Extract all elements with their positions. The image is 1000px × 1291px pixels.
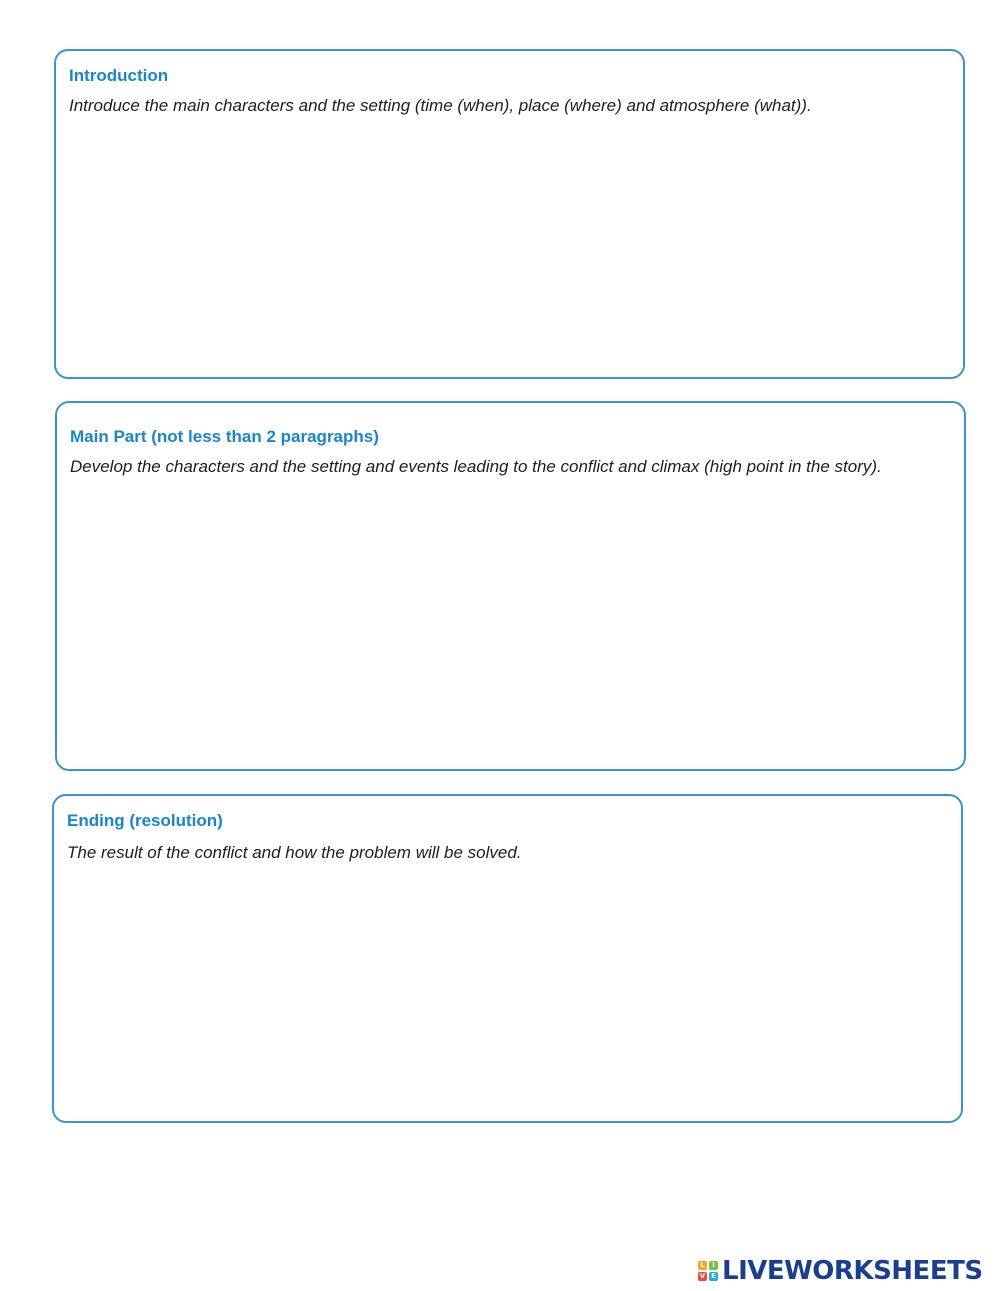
- ending-description: The result of the conflict and how the problem will be solved.: [67, 843, 522, 862]
- ending-answer-area[interactable]: [67, 876, 948, 1107]
- introduction-section: [54, 49, 965, 379]
- introduction-title: Introduction: [69, 66, 169, 85]
- introduction-description: Introduce the main characters and the setting (time (when), place (where) and atmosphere (what)).: [69, 96, 812, 115]
- introduction-answer-area[interactable]: [69, 131, 950, 363]
- liveworksheets-logo-icon: [698, 1261, 718, 1281]
- ending-title: Ending (resolution): [67, 811, 223, 830]
- logo-letter: I: [709, 1261, 718, 1270]
- logo-letter: V: [699, 1272, 706, 1280]
- logo-letter: L: [698, 1261, 707, 1270]
- brand-name: LIVEWORKSHEETS: [722, 1256, 983, 1286]
- main-part-answer-area[interactable]: [70, 483, 951, 755]
- liveworksheets-brand: [698, 1256, 983, 1286]
- main-part-description: Develop the characters and the setting and events leading to the conflict and climax (high point in the story).: [70, 457, 882, 476]
- main-part-title: Main Part (not less than 2 paragraphs): [70, 427, 379, 446]
- ending-section: [52, 794, 963, 1123]
- main-part-section: [55, 401, 966, 771]
- logo-letter: E: [709, 1272, 718, 1281]
